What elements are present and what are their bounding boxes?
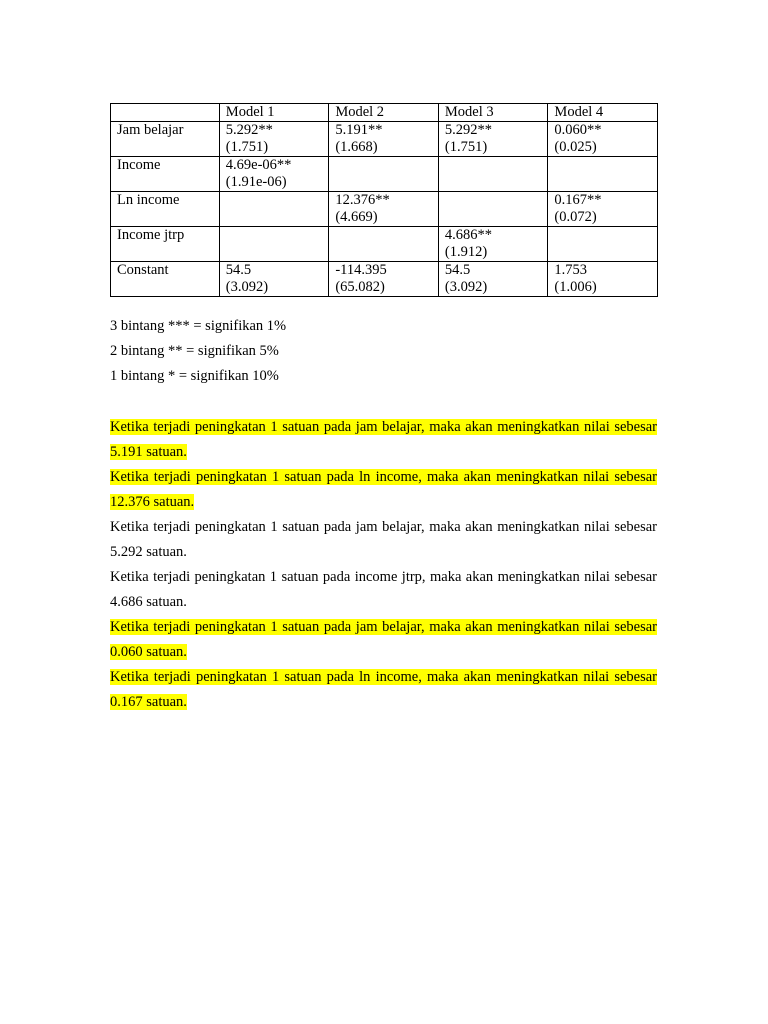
- coefficient: 0.167**: [554, 192, 602, 208]
- table-header-cell: Model 1: [219, 104, 329, 122]
- paragraph-text: Ketika terjadi peningkatan 1 satuan pada jam belajar, maka akan meningkatkan nilai sebesar 5.191 satuan.: [110, 419, 657, 460]
- coefficient: 5.292**: [225, 122, 273, 138]
- table-row: [111, 192, 658, 227]
- table-row: [111, 262, 658, 297]
- table-cell: [548, 192, 658, 227]
- paragraph: [110, 515, 657, 565]
- paragraph: [110, 465, 657, 515]
- row-label: Ln income: [111, 192, 220, 227]
- paragraph-text: Ketika terjadi peningkatan 1 satuan pada ln income, maka akan meningkatkan nilai sebesar 0.167 satuan.: [110, 669, 657, 710]
- table-cell: [329, 227, 439, 262]
- table-cell: [219, 157, 329, 192]
- table-row: [111, 157, 658, 192]
- note-line: 2 bintang ** = signifikan 5%: [110, 343, 279, 359]
- table-header-row: [111, 104, 658, 122]
- table-cell: [219, 262, 329, 297]
- regression-table: [110, 103, 658, 297]
- table-cell: [329, 157, 439, 192]
- coefficient: 4.69e-06**: [225, 157, 292, 173]
- table-cell: [548, 227, 658, 262]
- table-cell: [438, 157, 548, 192]
- paragraph-text: Ketika terjadi peningkatan 1 satuan pada ln income, maka akan meningkatkan nilai sebesar 12.376 satuan.: [110, 469, 657, 510]
- paragraph: [110, 615, 657, 665]
- standard-error: (1.751): [444, 139, 488, 155]
- table-header-cell: Model 4: [548, 104, 658, 122]
- table-cell: [219, 192, 329, 227]
- coefficient: 54.5: [225, 262, 252, 278]
- standard-error: (3.092): [225, 279, 269, 295]
- note-line: 1 bintang * = signifikan 10%: [110, 368, 279, 384]
- table-cell: [548, 122, 658, 157]
- paragraph-text: Ketika terjadi peningkatan 1 satuan pada jam belajar, maka akan meningkatkan nilai sebesar 5.292 satuan.: [110, 519, 657, 560]
- row-label: Income jtrp: [111, 227, 220, 262]
- coefficient: 5.292**: [444, 122, 493, 138]
- standard-error: (1.668): [335, 139, 378, 155]
- standard-error: (65.082): [335, 279, 385, 295]
- row-label: Income: [111, 157, 220, 192]
- paragraph: [110, 415, 657, 465]
- table-cell: [548, 262, 658, 297]
- standard-error: (1.006): [554, 279, 597, 295]
- table-cell: [438, 192, 548, 227]
- paragraph: [110, 565, 657, 615]
- table-cell: [438, 262, 548, 297]
- table-header-cell: Model 2: [329, 104, 439, 122]
- standard-error: (1.912): [444, 244, 488, 260]
- table-cell: [219, 122, 329, 157]
- table-row: [111, 227, 658, 262]
- paragraph-text: Ketika terjadi peningkatan 1 satuan pada income jtrp, maka akan meningkatkan nilai sebesar 4.686 satuan.: [110, 569, 657, 610]
- coefficient: -114.395: [335, 262, 387, 278]
- table-cell: [548, 157, 658, 192]
- table-header-cell: [111, 104, 220, 122]
- coefficient: 5.191**: [335, 122, 383, 138]
- standard-error: (3.092): [444, 279, 488, 295]
- standard-error: (4.669): [335, 209, 378, 225]
- table-header-cell: Model 3: [438, 104, 548, 122]
- significance-notes: [110, 317, 286, 392]
- table-cell: [219, 227, 329, 262]
- coefficient: 1.753: [554, 262, 588, 278]
- standard-error: (1.751): [225, 139, 269, 155]
- row-label: Jam belajar: [111, 122, 220, 157]
- table-cell: [438, 227, 548, 262]
- row-label: Constant: [111, 262, 220, 297]
- coefficient: 4.686**: [444, 227, 493, 243]
- standard-error: (0.072): [554, 209, 597, 225]
- table-row: [111, 122, 658, 157]
- standard-error: (1.91e-06): [225, 174, 287, 190]
- table-cell: [329, 122, 439, 157]
- coefficient: 0.060**: [554, 122, 602, 138]
- table-cell: [329, 192, 439, 227]
- interpretation-paragraphs: [110, 415, 657, 715]
- paragraph: [110, 665, 657, 715]
- table-cell: [329, 262, 439, 297]
- coefficient: 54.5: [444, 262, 471, 278]
- coefficient: 12.376**: [335, 192, 390, 208]
- note-line: 3 bintang *** = signifikan 1%: [110, 318, 287, 334]
- paragraph-text: Ketika terjadi peningkatan 1 satuan pada jam belajar, maka akan meningkatkan nilai sebesar 0.060 satuan.: [110, 619, 657, 660]
- standard-error: (0.025): [554, 139, 597, 155]
- table-cell: [438, 122, 548, 157]
